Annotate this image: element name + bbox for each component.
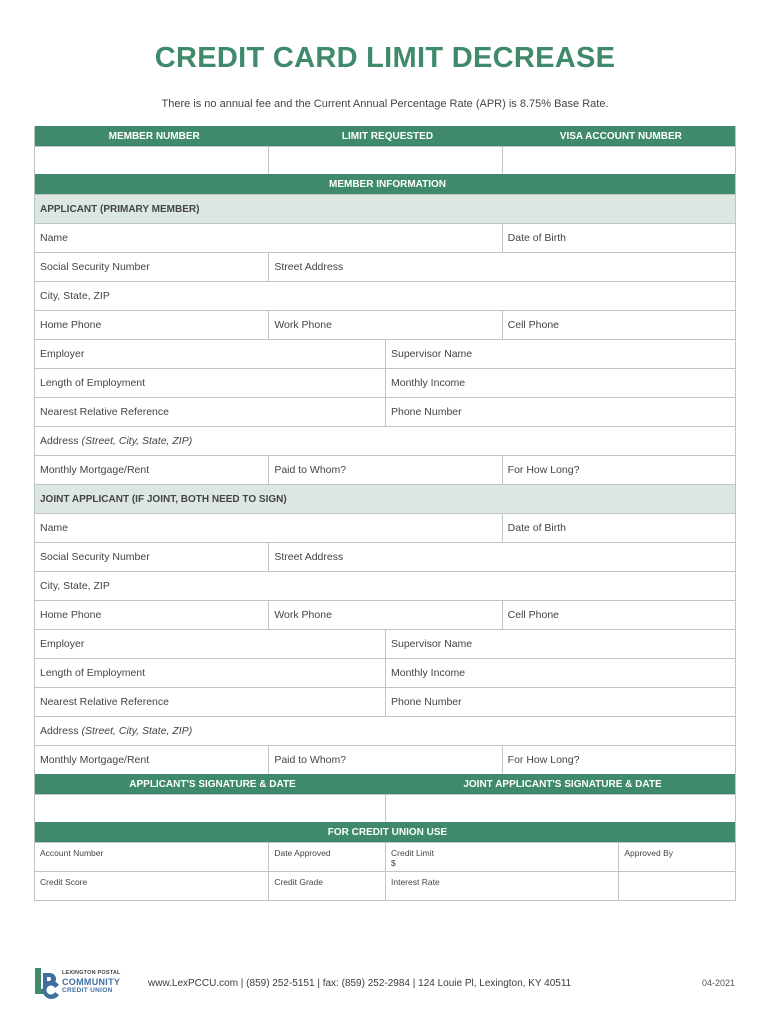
applicant-phone-row — [35, 310, 735, 339]
applicant-income-field[interactable]: Monthly Income — [385, 369, 735, 397]
approved-by-field[interactable]: Approved By — [618, 843, 735, 871]
logo-wordmark — [62, 971, 121, 994]
cu-use-header-row — [35, 822, 735, 842]
applicant-cell-phone-field[interactable]: Cell Phone — [502, 311, 735, 339]
joint-signature-header: JOINT APPLICANT'S SIGNATURE & DATE — [463, 778, 662, 790]
applicant-home-phone-field[interactable]: Home Phone — [40, 319, 102, 331]
applicant-employer-field[interactable]: Employer — [40, 348, 85, 360]
applicant-mortgage-field[interactable]: Monthly Mortgage/Rent — [40, 464, 150, 476]
interest-rate-field[interactable]: Interest Rate — [385, 872, 618, 900]
joint-city-field[interactable]: City, State, ZIP — [40, 580, 110, 592]
applicant-name-row — [35, 223, 735, 252]
limit-requested-header: LIMIT REQUESTED — [341, 130, 434, 142]
applicant-paid-to-field[interactable]: Paid to Whom? — [268, 456, 501, 484]
joint-phone-row — [35, 600, 735, 629]
credit-union-logo — [34, 967, 134, 1001]
joint-employer-field[interactable]: Employer — [40, 638, 85, 650]
applicant-dob-field[interactable]: Date of Birth — [502, 224, 735, 252]
applicant-length-field[interactable]: Length of Employment — [40, 377, 146, 389]
applicant-relative-phone-field[interactable]: Phone Number — [385, 398, 735, 426]
credit-limit-form — [34, 126, 736, 901]
account-number-field[interactable]: Account Number — [40, 848, 104, 858]
joint-address-label: Address — [40, 725, 79, 737]
cu-blank-field[interactable] — [618, 872, 735, 900]
joint-length-row — [35, 658, 735, 687]
form-subtitle: There is no annual fee and the Current Annual Percentage Rate (APR) is 8.75% Base Rate. — [161, 98, 609, 110]
credit-limit-dollar: $ — [391, 858, 396, 868]
joint-supervisor-field[interactable]: Supervisor Name — [385, 630, 735, 658]
applicant-how-long-field[interactable]: For How Long? — [502, 456, 735, 484]
applicant-relative-row — [35, 397, 735, 426]
cu-row-2 — [35, 871, 735, 900]
top-header-row — [35, 126, 735, 146]
joint-name-row — [35, 513, 735, 542]
joint-home-phone-field[interactable]: Home Phone — [40, 609, 102, 621]
joint-cell-phone-field[interactable]: Cell Phone — [502, 601, 735, 629]
footer-contact: www.LexPCCU.com | (859) 252-5151 | fax: (859) 252-2984 | 124 Louie Pl, Lexington, KY 40511 — [148, 978, 572, 989]
joint-signature-field[interactable] — [385, 795, 735, 822]
applicant-relative-field[interactable]: Nearest Relative Reference — [40, 406, 169, 418]
joint-how-long-field[interactable]: For How Long? — [502, 746, 735, 774]
signature-header-row — [35, 774, 735, 794]
applicant-address-label: Address — [40, 435, 79, 447]
signature-row — [35, 794, 735, 822]
applicant-ssn-field[interactable]: Social Security Number — [40, 261, 150, 273]
applicant-header: APPLICANT (PRIMARY MEMBER) — [40, 203, 200, 215]
joint-relative-row — [35, 687, 735, 716]
joint-length-field[interactable]: Length of Employment — [40, 667, 146, 679]
cu-row-1 — [35, 842, 735, 871]
joint-ssn-field[interactable]: Social Security Number — [40, 551, 150, 563]
joint-city-row — [35, 571, 735, 600]
joint-address-hint: (Street, City, State, ZIP) — [81, 725, 193, 737]
applicant-city-field[interactable]: City, State, ZIP — [40, 290, 110, 302]
joint-address-row — [35, 716, 735, 745]
joint-employer-row — [35, 629, 735, 658]
credit-limit-label: Credit Limit — [391, 848, 434, 858]
limit-requested-field[interactable] — [268, 147, 501, 174]
logo-line-3: CREDIT UNION — [62, 986, 113, 994]
applicant-signature-field[interactable] — [35, 795, 385, 822]
applicant-city-row — [35, 281, 735, 310]
member-number-field[interactable] — [35, 147, 268, 174]
joint-work-phone-field[interactable]: Work Phone — [268, 601, 501, 629]
joint-ssn-row — [35, 542, 735, 571]
applicant-ssn-row — [35, 252, 735, 281]
credit-grade-field[interactable]: Credit Grade — [268, 872, 385, 900]
logo-line-2: COMMUNITY — [62, 976, 121, 987]
applicant-supervisor-field[interactable]: Supervisor Name — [385, 340, 735, 368]
applicant-address-row — [35, 426, 735, 455]
cu-use-header: FOR CREDIT UNION USE — [327, 826, 448, 838]
joint-street-field[interactable]: Street Address — [268, 543, 735, 571]
joint-relative-phone-field[interactable]: Phone Number — [385, 688, 735, 716]
applicant-address-hint: (Street, City, State, ZIP) — [81, 435, 193, 447]
credit-limit-field[interactable] — [385, 843, 618, 871]
visa-account-header: VISA ACCOUNT NUMBER — [559, 130, 682, 142]
credit-score-field[interactable]: Credit Score — [40, 877, 88, 887]
top-input-row — [35, 146, 735, 174]
member-info-header-row — [35, 174, 735, 194]
applicant-address-field[interactable] — [35, 427, 735, 455]
applicant-name-field[interactable]: Name — [40, 232, 69, 244]
footer-date-code: 04-2021 — [702, 978, 736, 988]
joint-income-field[interactable]: Monthly Income — [385, 659, 735, 687]
lpc-logo-mark-icon — [34, 967, 60, 1001]
joint-name-field[interactable]: Name — [40, 522, 69, 534]
applicant-street-field[interactable]: Street Address — [268, 253, 735, 281]
joint-paid-to-field[interactable]: Paid to Whom? — [268, 746, 501, 774]
joint-mortgage-field[interactable]: Monthly Mortgage/Rent — [40, 754, 150, 766]
joint-header-row — [35, 484, 735, 513]
visa-account-field[interactable] — [502, 147, 735, 174]
joint-dob-field[interactable]: Date of Birth — [502, 514, 735, 542]
form-title: CREDIT CARD LIMIT DECREASE — [154, 42, 616, 74]
applicant-work-phone-field[interactable]: Work Phone — [268, 311, 501, 339]
member-number-header: MEMBER NUMBER — [108, 130, 200, 142]
applicant-header-row — [35, 194, 735, 223]
joint-header: JOINT APPLICANT (IF JOINT, BOTH NEED TO SIGN) — [40, 493, 287, 505]
joint-relative-field[interactable]: Nearest Relative Reference — [40, 696, 169, 708]
joint-address-field[interactable] — [35, 717, 735, 745]
logo-line-1: LEXINGTON POSTAL — [62, 970, 121, 976]
date-approved-field[interactable]: Date Approved — [268, 843, 385, 871]
member-info-header: MEMBER INFORMATION — [328, 178, 447, 190]
applicant-mortgage-row — [35, 455, 735, 484]
applicant-length-row — [35, 368, 735, 397]
applicant-signature-header: APPLICANT'S SIGNATURE & DATE — [129, 778, 296, 790]
applicant-employer-row — [35, 339, 735, 368]
joint-mortgage-row — [35, 745, 735, 774]
